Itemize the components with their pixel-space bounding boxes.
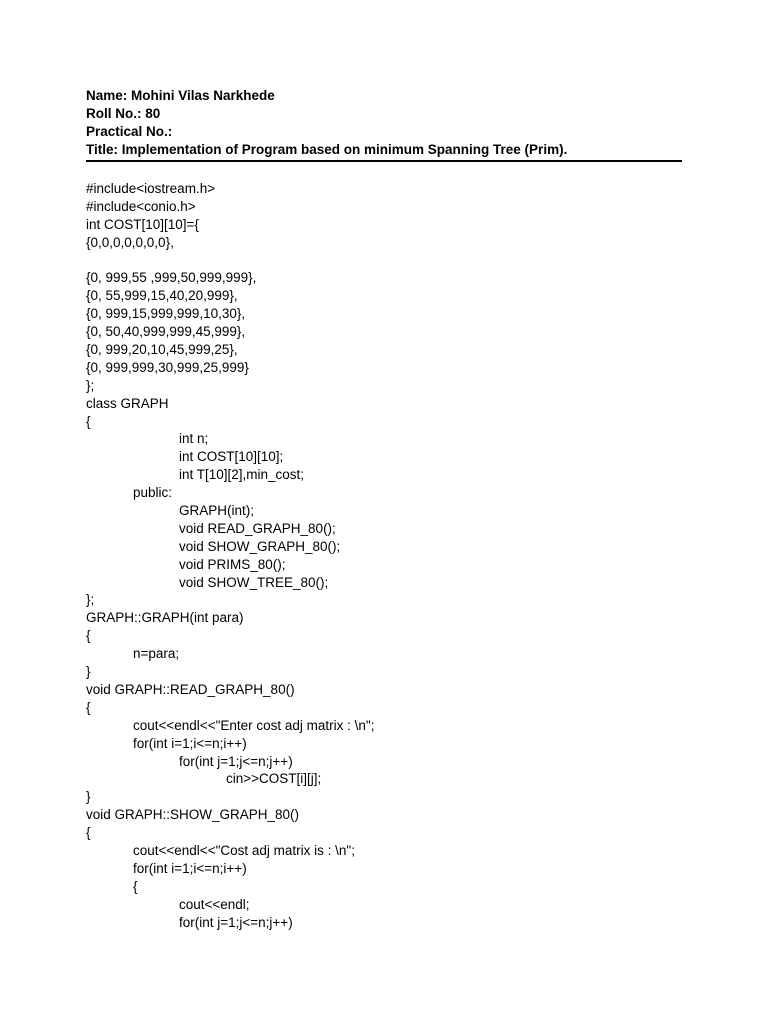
document-header bbox=[86, 87, 682, 162]
code-line: class GRAPH bbox=[86, 395, 169, 411]
code-line: cout<<endl<<"Enter cost adj matrix : \n"; bbox=[133, 717, 375, 733]
code-line: {0, 999,999,30,999,25,999} bbox=[86, 359, 249, 375]
code-line: { bbox=[86, 628, 91, 644]
student-name: Name: Mohini Vilas Narkhede bbox=[86, 88, 275, 103]
document-title: Title: Implementation of Program based on minimum Spanning Tree (Prim). bbox=[86, 141, 682, 162]
code-line: void READ_GRAPH_80(); bbox=[179, 520, 336, 536]
code-line: void SHOW_TREE_80(); bbox=[179, 574, 329, 590]
code-line: {0, 999,15,999,999,10,30}, bbox=[86, 306, 246, 322]
practical-number: Practical No.: bbox=[86, 124, 173, 139]
code-line: { bbox=[86, 825, 91, 841]
code-line: for(int j=1;j<=n;j++) bbox=[179, 914, 293, 930]
code-line: cin>>COST[i][j]; bbox=[226, 771, 322, 787]
code-line: {0, 999,55 ,999,50,999,999}, bbox=[86, 270, 257, 286]
code-line: { bbox=[86, 699, 91, 715]
code-line: int T[10][2],min_cost; bbox=[179, 467, 305, 483]
code-line: } bbox=[86, 789, 91, 805]
code-line: } bbox=[86, 664, 91, 680]
code-line: cout<<endl; bbox=[179, 896, 250, 912]
code-line: { bbox=[133, 878, 138, 894]
code-line bbox=[86, 252, 686, 270]
code-line: void SHOW_GRAPH_80(); bbox=[179, 538, 341, 554]
code-line: void GRAPH::READ_GRAPH_80() bbox=[86, 681, 295, 697]
code-line: }; bbox=[86, 592, 95, 608]
roll-number: Roll No.: 80 bbox=[86, 106, 161, 121]
code-line: void GRAPH::SHOW_GRAPH_80() bbox=[86, 807, 300, 823]
code-line: n=para; bbox=[133, 646, 180, 662]
code-line: }; bbox=[86, 377, 95, 393]
code-line: {0, 55,999,15,40,20,999}, bbox=[86, 288, 238, 304]
code-line: void PRIMS_80(); bbox=[179, 556, 286, 572]
code-line: for(int i=1;i<=n;i++) bbox=[133, 860, 247, 876]
code-line: for(int i=1;i<=n;i++) bbox=[133, 735, 247, 751]
code-line: int n; bbox=[179, 431, 209, 447]
code-line: {0,0,0,0,0,0,0}, bbox=[86, 234, 174, 250]
code-line: #include<iostream.h> bbox=[86, 181, 216, 196]
code-listing bbox=[86, 180, 686, 931]
code-line: int COST[10][10]; bbox=[179, 449, 284, 465]
code-line: {0, 50,40,999,999,45,999}, bbox=[86, 324, 246, 340]
code-line: { bbox=[86, 413, 91, 429]
code-line: public: bbox=[133, 485, 173, 501]
code-line: #include<conio.h> bbox=[86, 198, 196, 214]
code-line: GRAPH::GRAPH(int para) bbox=[86, 610, 244, 626]
code-line: cout<<endl<<"Cost adj matrix is : \n"; bbox=[133, 842, 355, 858]
code-line: GRAPH(int); bbox=[179, 503, 255, 519]
code-line: int COST[10][10]={ bbox=[86, 216, 199, 232]
code-line: for(int j=1;j<=n;j++) bbox=[179, 753, 293, 769]
code-line: {0, 999,20,10,45,999,25}, bbox=[86, 342, 238, 358]
